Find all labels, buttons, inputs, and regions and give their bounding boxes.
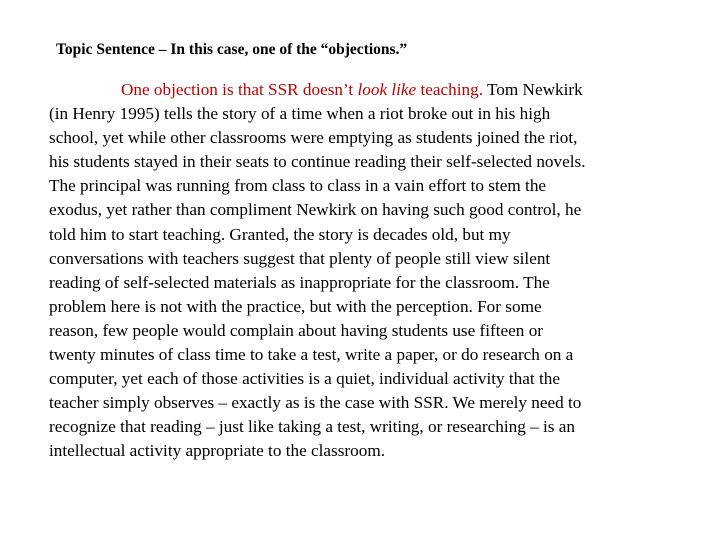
paragraph-line: his students stayed in their seats to continue reading their self-selected novels. bbox=[49, 152, 586, 172]
topic-sentence-heading: Topic Sentence – In this case, one of the “objections.” bbox=[56, 41, 408, 58]
paragraph-line: computer, yet each of those activities is a quiet, individual activity that the bbox=[49, 369, 560, 389]
objection-text-end: teaching. bbox=[416, 80, 483, 99]
paragraph-line: recognize that reading – just like taking a test, writing, or researching – is an bbox=[49, 417, 575, 437]
paragraph-line: reason, few people would complain about having students use fifteen or bbox=[49, 320, 544, 340]
objection-emphasis: look like bbox=[357, 80, 417, 99]
paragraph-line: problem here is not with the practice, but with the perception. For some bbox=[49, 296, 542, 316]
paragraph-line: The principal was running from class to class in a vain effort to stem the bbox=[49, 176, 547, 196]
first-line-continuation: Tom Newkirk bbox=[483, 80, 583, 99]
paragraph-line: teacher simply observes – exactly as is the case with SSR. We merely need to bbox=[49, 393, 582, 413]
paragraph-line: exodus, yet rather than compliment Newkirk on having such good control, he bbox=[49, 200, 582, 220]
paragraph-line: conversations with teachers suggest that plenty of people still view silent bbox=[49, 248, 551, 268]
objection-sentence bbox=[121, 80, 483, 99]
paragraph-line: told him to start teaching. Granted, the story is decades old, but my bbox=[49, 224, 511, 244]
paragraph-line: (in Henry 1995) tells the story of a time when a riot broke out in his high bbox=[49, 104, 551, 124]
paragraph-line: twenty minutes of class time to take a test, write a paper, or do research on a bbox=[49, 345, 574, 365]
objection-text-start: One objection is that SSR doesn’t bbox=[121, 80, 358, 99]
body-paragraph bbox=[49, 78, 689, 464]
paragraph-line: school, yet while other classrooms were emptying as students joined the riot, bbox=[49, 128, 578, 148]
paragraph-line: intellectual activity appropriate to the classroom. bbox=[49, 441, 385, 461]
paragraph-first-line bbox=[49, 78, 689, 102]
paragraph-line: reading of self-selected materials as inappropriate for the classroom. The bbox=[49, 272, 550, 292]
